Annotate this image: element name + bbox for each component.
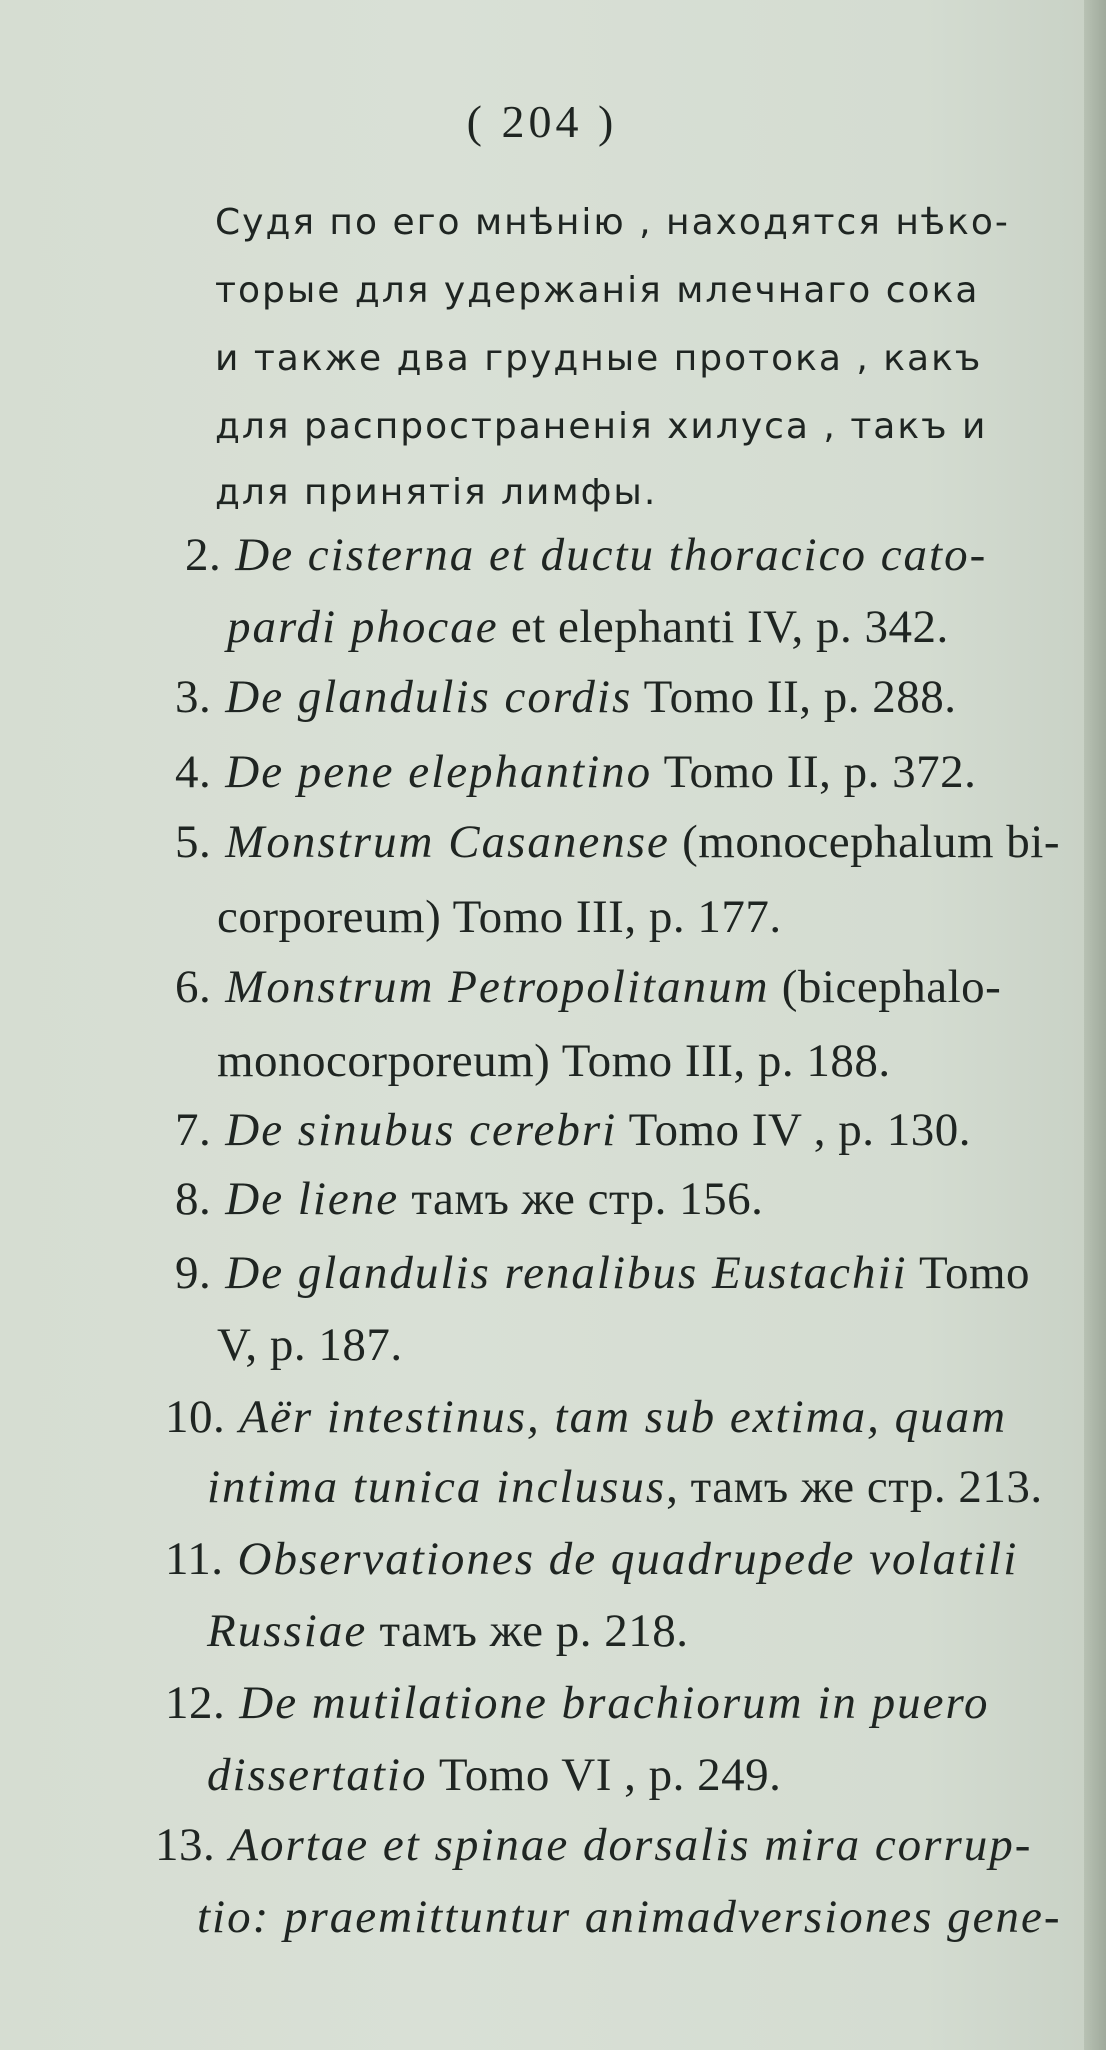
list-item bbox=[175, 1172, 1095, 1226]
latin-title: tio: praemittuntur animadversiones gene- bbox=[197, 1891, 1062, 1943]
page-number: ( 204 ) bbox=[466, 96, 618, 147]
latin-title: pardi phocae bbox=[227, 601, 499, 653]
list-item-number: 8. bbox=[175, 1173, 212, 1225]
reference-text: (monocephalum bi- bbox=[669, 816, 1061, 868]
intro-line: Судя по его мнѣнію , находятся нѣко- bbox=[215, 202, 1010, 243]
latin-title: De mutilatione brachiorum in puero bbox=[239, 1677, 990, 1729]
latin-title: Russiae bbox=[207, 1605, 368, 1657]
list-item bbox=[175, 1103, 1095, 1157]
list-item-number: 11. bbox=[165, 1533, 224, 1585]
intro-line: и также два грудные протока , какъ bbox=[215, 338, 983, 379]
latin-title: Monstrum Casanense bbox=[225, 816, 670, 868]
reference-text: тамъ же p. 218. bbox=[367, 1605, 689, 1657]
latin-title: Aortae et spinae dorsalis mira corrup- bbox=[229, 1819, 1033, 1871]
list-item bbox=[175, 960, 1095, 1014]
latin-title: dissertatio bbox=[207, 1749, 428, 1801]
latin-title: De liene bbox=[225, 1173, 400, 1225]
intro-line: для принятія лимфы. bbox=[215, 472, 658, 513]
list-item bbox=[165, 1676, 1085, 1730]
reference-text: тамъ же стр. 156. bbox=[399, 1173, 764, 1225]
latin-title: Monstrum Petropolitanum bbox=[225, 961, 770, 1013]
reference-text: (bicephalo- bbox=[769, 961, 1002, 1013]
latin-title: De glandulis cordis bbox=[225, 671, 633, 723]
list-item-number: 7. bbox=[175, 1104, 212, 1156]
list-item bbox=[175, 745, 1095, 799]
list-item bbox=[165, 1390, 1085, 1444]
list-item-continuation bbox=[165, 1604, 1106, 1658]
reference-text: Tomo IV , p. 130. bbox=[617, 1104, 972, 1156]
list-item-continuation bbox=[175, 890, 1106, 944]
reference-text: monocorporeum) Tomo III, p. 188. bbox=[217, 1035, 891, 1087]
list-item-number: 10. bbox=[165, 1391, 226, 1443]
list-item-number: 2. bbox=[185, 529, 222, 581]
reference-text: Tomo II, p. 288. bbox=[632, 671, 957, 723]
list-item-continuation bbox=[165, 1748, 1106, 1802]
latin-title: De sinubus cerebri bbox=[225, 1104, 618, 1156]
reference-text: et elephanti IV, p. 342. bbox=[498, 601, 949, 653]
list-item bbox=[185, 528, 1105, 582]
list-item-number: 3. bbox=[175, 671, 212, 723]
list-item-number: 5. bbox=[175, 816, 212, 868]
reference-text: , тамъ же стр. 213. bbox=[666, 1461, 1043, 1513]
list-item-number: 4. bbox=[175, 746, 212, 798]
reference-text: corporeum) Tomo III, p. 177. bbox=[217, 891, 782, 943]
latin-title: De pene elephantino bbox=[225, 746, 653, 798]
list-item-continuation bbox=[175, 1034, 1106, 1088]
list-item-continuation bbox=[175, 1318, 1106, 1372]
reference-text: V, p. 187. bbox=[217, 1319, 403, 1371]
list-item bbox=[175, 670, 1095, 724]
list-item bbox=[175, 815, 1095, 869]
list-item-continuation bbox=[165, 1460, 1106, 1514]
book-spine-edge bbox=[1084, 0, 1106, 2050]
list-item-continuation bbox=[185, 600, 1106, 654]
reference-text: Tomo bbox=[907, 1247, 1031, 1299]
list-item bbox=[165, 1532, 1085, 1586]
list-item bbox=[175, 1246, 1095, 1300]
intro-line: для распространенія хилуса , такъ и bbox=[215, 406, 988, 447]
list-item-number: 9. bbox=[175, 1247, 212, 1299]
list-item-number: 13. bbox=[155, 1819, 216, 1871]
intro-line: торые для удержанія млечнаго сока bbox=[215, 270, 980, 311]
latin-title: De cisterna et ductu thoracico cato- bbox=[235, 529, 988, 581]
latin-title: Observationes de quadrupede volatili bbox=[237, 1533, 1019, 1585]
latin-title: intima tunica inclusus bbox=[207, 1461, 667, 1513]
latin-title: Aër intestinus, tam sub extima, quam bbox=[239, 1391, 1008, 1443]
list-item-number: 6. bbox=[175, 961, 212, 1013]
list-item bbox=[155, 1818, 1075, 1872]
list-item-continuation bbox=[155, 1890, 1106, 1944]
list-item-number: 12. bbox=[165, 1677, 226, 1729]
latin-title: De glandulis renalibus Eustachii bbox=[225, 1247, 908, 1299]
reference-text: Tomo VI , p. 249. bbox=[427, 1749, 782, 1801]
reference-text: Tomo II, p. 372. bbox=[652, 746, 977, 798]
